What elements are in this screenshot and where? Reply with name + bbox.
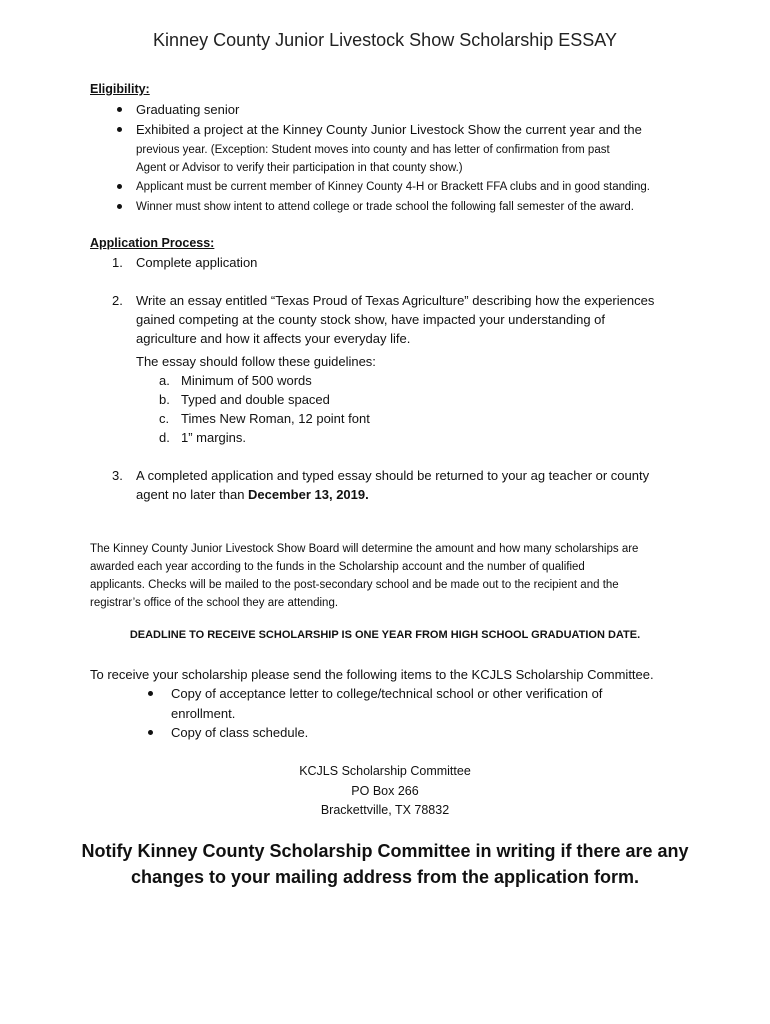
step-3-line [136, 485, 369, 505]
notify-notice [0, 838, 770, 890]
guideline-letter: a. [159, 373, 170, 388]
guidelines-intro: The essay should follow these guidelines: [136, 354, 376, 369]
eligibility-heading: Eligibility: [90, 82, 150, 96]
document-title: Kinney County Junior Livestock Show Scholarship ESSAY [153, 30, 617, 50]
bullet-icon [117, 107, 122, 112]
guideline-item: Minimum of 500 words [181, 373, 312, 388]
step-3-prefix: agent no later than [136, 487, 249, 502]
eligibility-item-cont: previous year. (Exception: Student moves into county and has letter of confirmation from past [136, 144, 610, 156]
application-heading: Application Process: [90, 236, 215, 250]
guideline-letter: c. [159, 411, 170, 426]
guideline-item: Times New Roman, 12 point font [181, 411, 370, 426]
eligibility-item: Winner must show intent to attend college or trade school the following fall semester of the award. [136, 201, 634, 213]
receive-intro: To receive your scholarship please send the following items to the KCJLS Scholarship Committee. [90, 667, 654, 682]
eligibility-item-cont: Agent or Advisor to verify their participation in that county show.) [136, 162, 463, 174]
bullet-icon [117, 184, 122, 189]
step-2-line: gained competing at the county stock show, have impacted your understanding of [136, 312, 606, 327]
address-line: KCJLS Scholarship Committee [299, 764, 471, 778]
receive-item: Copy of acceptance letter to college/technical school or other verification of [171, 686, 603, 701]
address-line: PO Box 266 [351, 783, 419, 798]
guideline-item: 1” margins. [181, 430, 247, 445]
bullet-icon [117, 204, 122, 209]
step-2-line: agriculture and how it affects your everyday life. [136, 331, 411, 346]
guideline-letter: d. [159, 430, 170, 445]
step-number: 3. [112, 468, 123, 483]
board-paragraph-line: registrar’s office of the school they are attending. [90, 597, 339, 609]
board-paragraph-line: The Kinney County Junior Livestock Show Board will determine the amount and how many scholarships are [90, 543, 639, 555]
bullet-icon [117, 127, 122, 132]
board-paragraph-line: awarded each year according to the funds in the Scholarship account and the number of qualified [90, 561, 585, 573]
bullet-icon [148, 691, 153, 696]
notify-line: Notify Kinney County Scholarship Committee in writing if there are any [81, 841, 689, 861]
guideline-item: Typed and double spaced [181, 392, 330, 407]
step-2-line: Write an essay entitled “Texas Proud of Texas Agriculture” describing how the experiences [136, 293, 655, 308]
mailing-address [0, 762, 770, 821]
address-line: Brackettville, TX 78832 [320, 803, 450, 817]
guideline-letter: b. [159, 392, 170, 407]
step-1-text: Complete application [136, 255, 258, 270]
board-paragraph-line: applicants. Checks will be mailed to the post-secondary school and be made out to the recipient and the [90, 579, 619, 591]
eligibility-item: Exhibited a project at the Kinney County Junior Livestock Show the current year and the [136, 122, 642, 137]
step-3-line: A completed application and typed essay should be returned to your ag teacher or county [136, 468, 650, 483]
receive-item: Copy of class schedule. [171, 725, 309, 740]
step-number: 2. [112, 293, 123, 308]
eligibility-item: Applicant must be current member of Kinney County 4-H or Brackett FFA clubs and in good standing. [136, 181, 650, 193]
deadline-notice: DEADLINE TO RECEIVE SCHOLARSHIP IS ONE YEAR FROM HIGH SCHOOL GRADUATION DATE. [129, 629, 641, 641]
eligibility-item: Graduating senior [136, 102, 240, 117]
receive-item-cont: enrollment. [171, 706, 236, 721]
bullet-icon [148, 730, 153, 735]
step-3-deadline: December 13, 2019. [248, 487, 369, 502]
notify-line: changes to your mailing address from the application form. [130, 867, 640, 887]
step-number: 1. [112, 255, 123, 270]
